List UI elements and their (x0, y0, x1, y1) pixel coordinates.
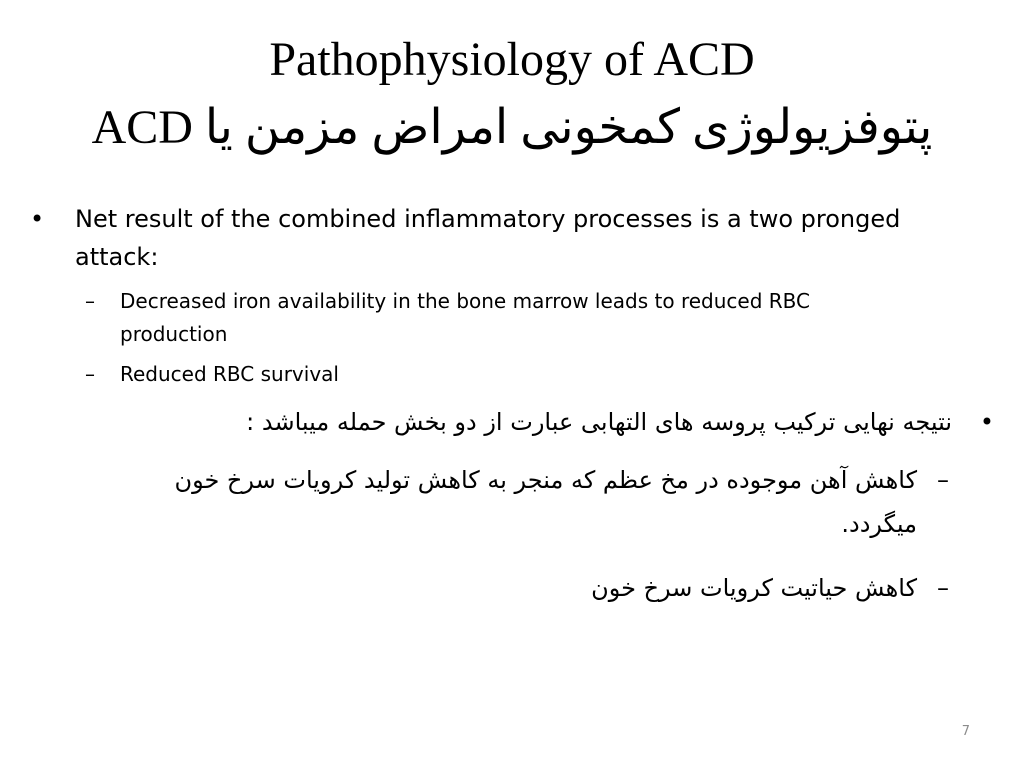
english-sub-bullet-text: Reduced RBC survival (120, 362, 339, 386)
page-number: 7 (961, 724, 970, 739)
dash-marker: – (937, 466, 949, 494)
dash-marker: – (85, 362, 95, 386)
persian-sub-bullet-1 (109, 458, 949, 548)
english-main-bullet-text: Net result of the combined inflammatory processes is a two pronged attack: (75, 205, 901, 271)
slide-title-persian: پتوفزیولوژی کمخونی امراض مزمن یا ACD (91, 101, 933, 154)
bullet-marker: • (30, 205, 45, 233)
english-sub-bullet-text: Decreased iron availability in the bone marrow leads to reduced RBC production (120, 289, 810, 346)
persian-main-bullet-text: نتیجه نهایی ترکیب پروسه های التهابی عبارت از دو بخش حمله میباشد : (246, 408, 952, 436)
persian-sub-bullet-2 (109, 566, 949, 610)
dash-marker: – (937, 574, 949, 602)
dash-marker: – (85, 289, 95, 313)
slide-title-english: Pathophysiology of ACD (269, 33, 755, 86)
persian-sub-bullet-text: کاهش حیاتیت کرویات سرخ خون (591, 574, 917, 602)
persian-sub-bullet-text: کاهش آهن موجوده در مخ عظم که منجر به کاهش تولید کرویات سرخ خون میگردد. (174, 466, 917, 538)
bullet-marker: • (979, 408, 994, 436)
